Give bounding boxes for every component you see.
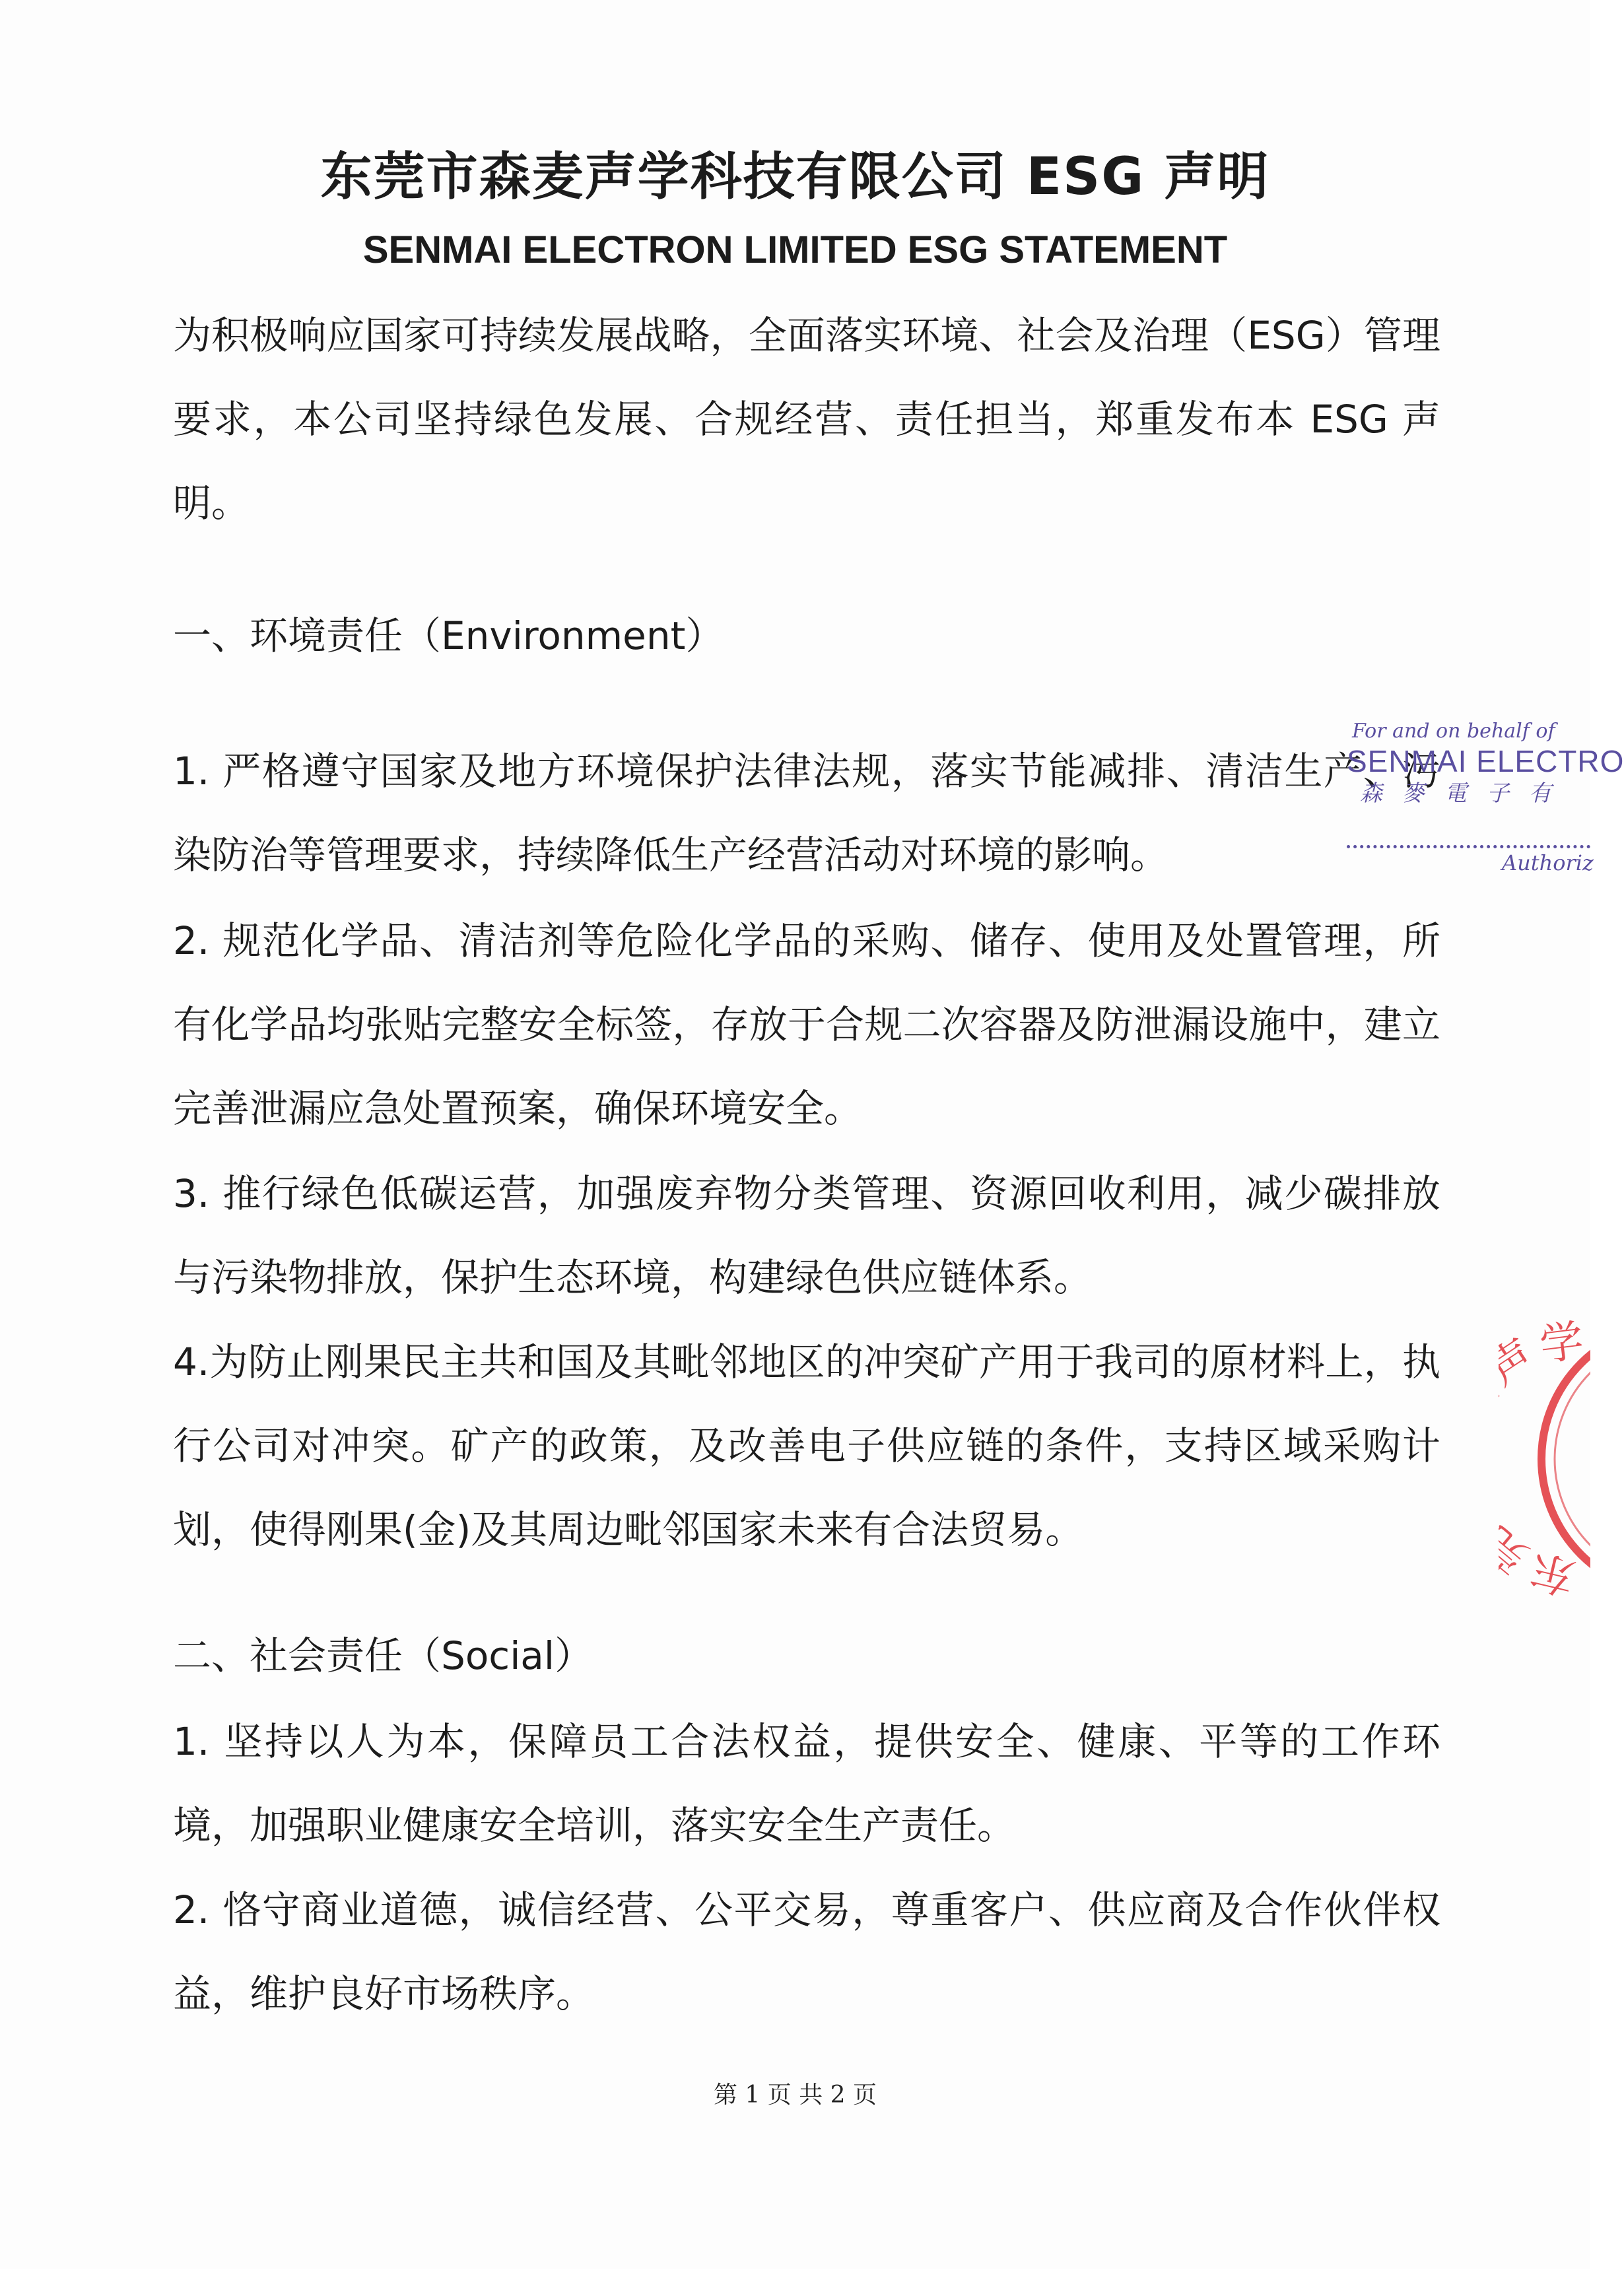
company-chop-stamp — [1347, 720, 1624, 878]
document-title-en: SENMAI ELECTRON LIMITED ESG STATEMENT — [362, 228, 1228, 271]
red-seal-icon — [1499, 1304, 1590, 1608]
environment-item-4: 4.为防止刚果民主共和国及其毗邻地区的冲突矿产用于我司的原材料上，执行公司对冲突。矿产的政策，及改善电子供应链的条件，支持区域采购计划，使得刚果(金)及其周边毗邻国家未来有合法贸易。 — [173, 1339, 1440, 1552]
social-item-1: 1. 坚持以人为本，保障员工合法权益，提供安全、健康、平等的工作环境，加强职业健康安全培训，落实安全生产责任。 — [173, 1719, 1440, 1848]
chop-line-chinese: 森麥電子有 — [1360, 780, 1571, 807]
document-title-cn: 东莞市森麦声学科技有限公司 ESG 声明 — [320, 147, 1270, 207]
social-item-2: 2. 恪守商业道德，诚信经营、公平交易，尊重客户、供应商及合作伙伴权益，维护良好市场秩序。 — [173, 1887, 1440, 2016]
company-seal — [1499, 1304, 1590, 1608]
chop-line-company: SENMAI ELECTRO — [1347, 744, 1624, 778]
chop-signature-line — [1347, 845, 1590, 848]
page-number-footer: 第 1 页 共 2 页 — [713, 2082, 877, 2109]
chop-line-behalf: For and on behalf of — [1352, 720, 1555, 743]
environment-item-1: 1. 严格遵守国家及地方环境保护法律法规，落实节能减排、清洁生产、污染防治等管理要求，持续降低生产经营活动对环境的影响。 — [173, 749, 1440, 877]
section-heading-environment: 一、环境责任（Environment） — [173, 613, 724, 658]
environment-item-3: 3. 推行绿色低碳运营，加强废弃物分类管理、资源回收利用，减少碳排放与污染物排放，保护生态环境，构建绿色供应链体系。 — [173, 1171, 1440, 1300]
svg-text:东莞市森麦声学: 东 学 — [1522, 1314, 1590, 1604]
chop-line-authorized: Authoriz — [1502, 850, 1594, 875]
intro-paragraph: 为积极响应国家可持续发展战略，全面落实环境、社会及治理（ESG）管理要求，本公司坚持绿色发展、合规经营、责任担当，郑重发布本 ESG 声明。 — [173, 313, 1440, 525]
section-heading-social: 二、社会责任（Social） — [173, 1633, 593, 1678]
environment-item-2: 2. 规范化学品、清洁剂等危险化学品的采购、储存、使用及处置管理，所有化学品均张贴完整安全标签，存放于合规二次容器及防泄漏设施中，建立完善泄漏应急处置预案，确保环境安全。 — [173, 918, 1440, 1131]
